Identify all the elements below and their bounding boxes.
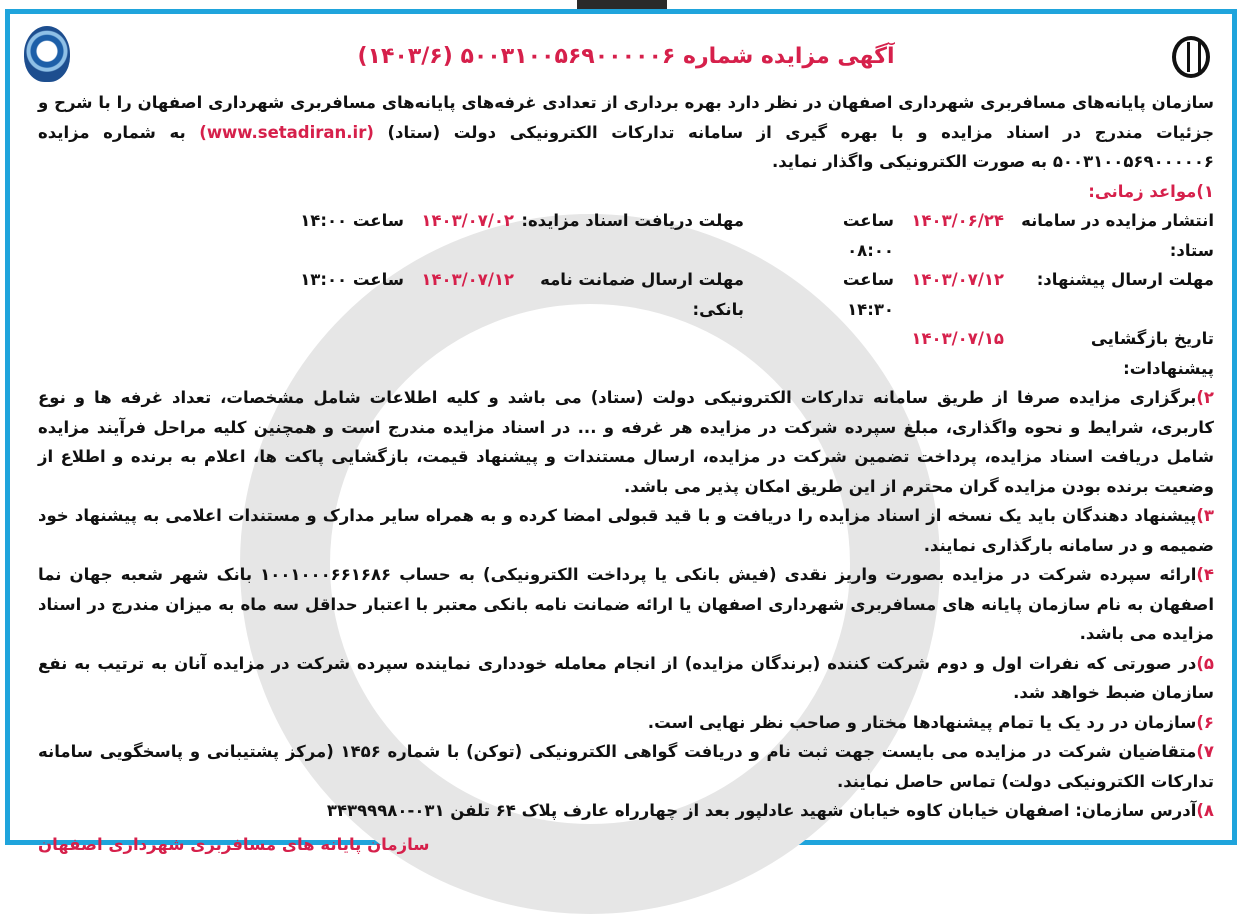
schedule-row: مهلت ارسال پیشنهاد: ۱۴۰۳/۰۷/۱۲ ساعت ۱۴:۳۰ مهلت ارسال ضمانت نامه بانکی: ۱۴۰۳/۰۷/۱۲ ساعت ۱۳:۰۰ (300, 270, 1214, 319)
clause-6: ۶)سازمان در رد یک یا تمام پیشنهادها مختار و صاحب نظر نهایی است. (647, 712, 1214, 732)
ad-frame (5, 9, 1237, 854)
clause-5: ۵)در صورتی که نفرات اول و دوم شرکت کننده (برندگان مزایده) از انجام معامله خودداری نماینده سپرده شرکت در مزایده آنان به ترتیب به نفع سازمان ضبط خواهد شد. (38, 653, 1214, 702)
intro-paragraph: سازمان پایانه‌های مسافربری شهرداری اصفهان در نظر دارد بهره برداری از تعدادی غرفه‌های پایانه‌های مسافربری شهرداری اصفهان را با شرح و جزئیات مندرج در اسناد مزایده و با بهره گیری از سامانه تدارکات الکترونیکی دولت (ستاد) (www.setadiran.ir) به شماره مزایده ۵۰۰۳۱۰۰۵۶۹۰۰۰۰۰۶ به صورت الکترونیکی واگذار نماید. (38, 93, 1215, 171)
signature: سازمان پایانه های مسافربری شهرداری اصفهان (38, 834, 430, 854)
clause-7: ۷)متقاضیان شرکت در مزایده می بایست جهت ثبت نام و دریافت گواهی الکترونیکی (توکن) با شماره ۱۴۵۶ (مرکز پشتیبانی و پاسخگویی سامانه تدارکات الکترونیکی دولت) تماس حاصل نمایند. (38, 742, 1214, 791)
seta-link[interactable]: (www.setadiran.ir) (199, 122, 374, 142)
schedule-row: انتشار مزایده در سامانه ستاد: ۱۴۰۳/۰۶/۲۴ ساعت ۰۸:۰۰ مهلت دریافت اسناد مزایده: ۱۴۰۳/۰۷/۰۲ ساعت ۱۴:۰۰ (300, 211, 1214, 260)
clause-3: ۳)پیشنهاد دهندگان باید یک نسخه از اسناد مزایده را دریافت و با قید قبولی امضا کرده و به همراه سایر مدارک و مستندات اعلامی به پیشنهاد خود ضمیمه و در سامانه بارگذاری نمایند. (38, 506, 1214, 555)
ad-title: آگهی مزایده شماره ۵۰۰۳۱۰۰۵۶۹۰۰۰۰۰۶ (۱۴۰۳/۶) (357, 44, 895, 69)
clause-2: ۲)برگزاری مزایده صرفا از طریق سامانه تدارکات الکترونیکی دولت (ستاد) می باشد و کلیه اطلاعات شامل مشخصات، تعداد غرفه ها و نوع کاربری، شرایط و نحوه واگذاری، مبلغ سپرده شرکت در مزایده هر غرفه و ... در اسناد مزایده مندرج است و همچنین کلیه مراحل فرآیند مزایده شامل دریافت اسناد مزایده، پرداخت تضمین شرکت در مزایده، ارسال مستندات و پیشنهاد قیمت، بازگشایی پاکت ها، اعلام به برنده و اطلاع از وضعیت برنده بودن مزایده گران محترم از این طریق امکان پذیر می باشد. (38, 388, 1214, 496)
ad-content (38, 32, 1214, 859)
schedule-heading: ۱)مواعد زمانی: (1088, 181, 1214, 201)
clause-8-address: ۸)آدرس سازمان: اصفهان خیابان کاوه خیابان شهید عادلپور بعد از چهارراه عارف پلاک ۶۴ تلفن ۰۳۱-۳۴۳۹۹۹۸۰ (326, 801, 1214, 820)
schedule-row: تاریخ بازگشایی پیشنهادات: ۱۴۰۳/۰۷/۱۵ (911, 329, 1214, 378)
clause-4: ۴)ارائه سپرده شرکت در مزایده بصورت واریز نقدی (فیش بانکی یا پرداخت الکترونیکی) به حساب ۱۰۰۱۰۰۰۶۶۱۶۸۶ بانک شهر شعبه جهان نما اصفهان به نام سازمان پایانه های مسافربری شهرداری اصفهان یا ارائه ضمانت نامه بانکی معتبر با اعتبار حداقل سه ماه به میزان مندرج در اسناد مزایده می باشد. (38, 565, 1214, 643)
terminals-organization-logo (24, 26, 70, 82)
municipality-logo (1172, 36, 1210, 78)
